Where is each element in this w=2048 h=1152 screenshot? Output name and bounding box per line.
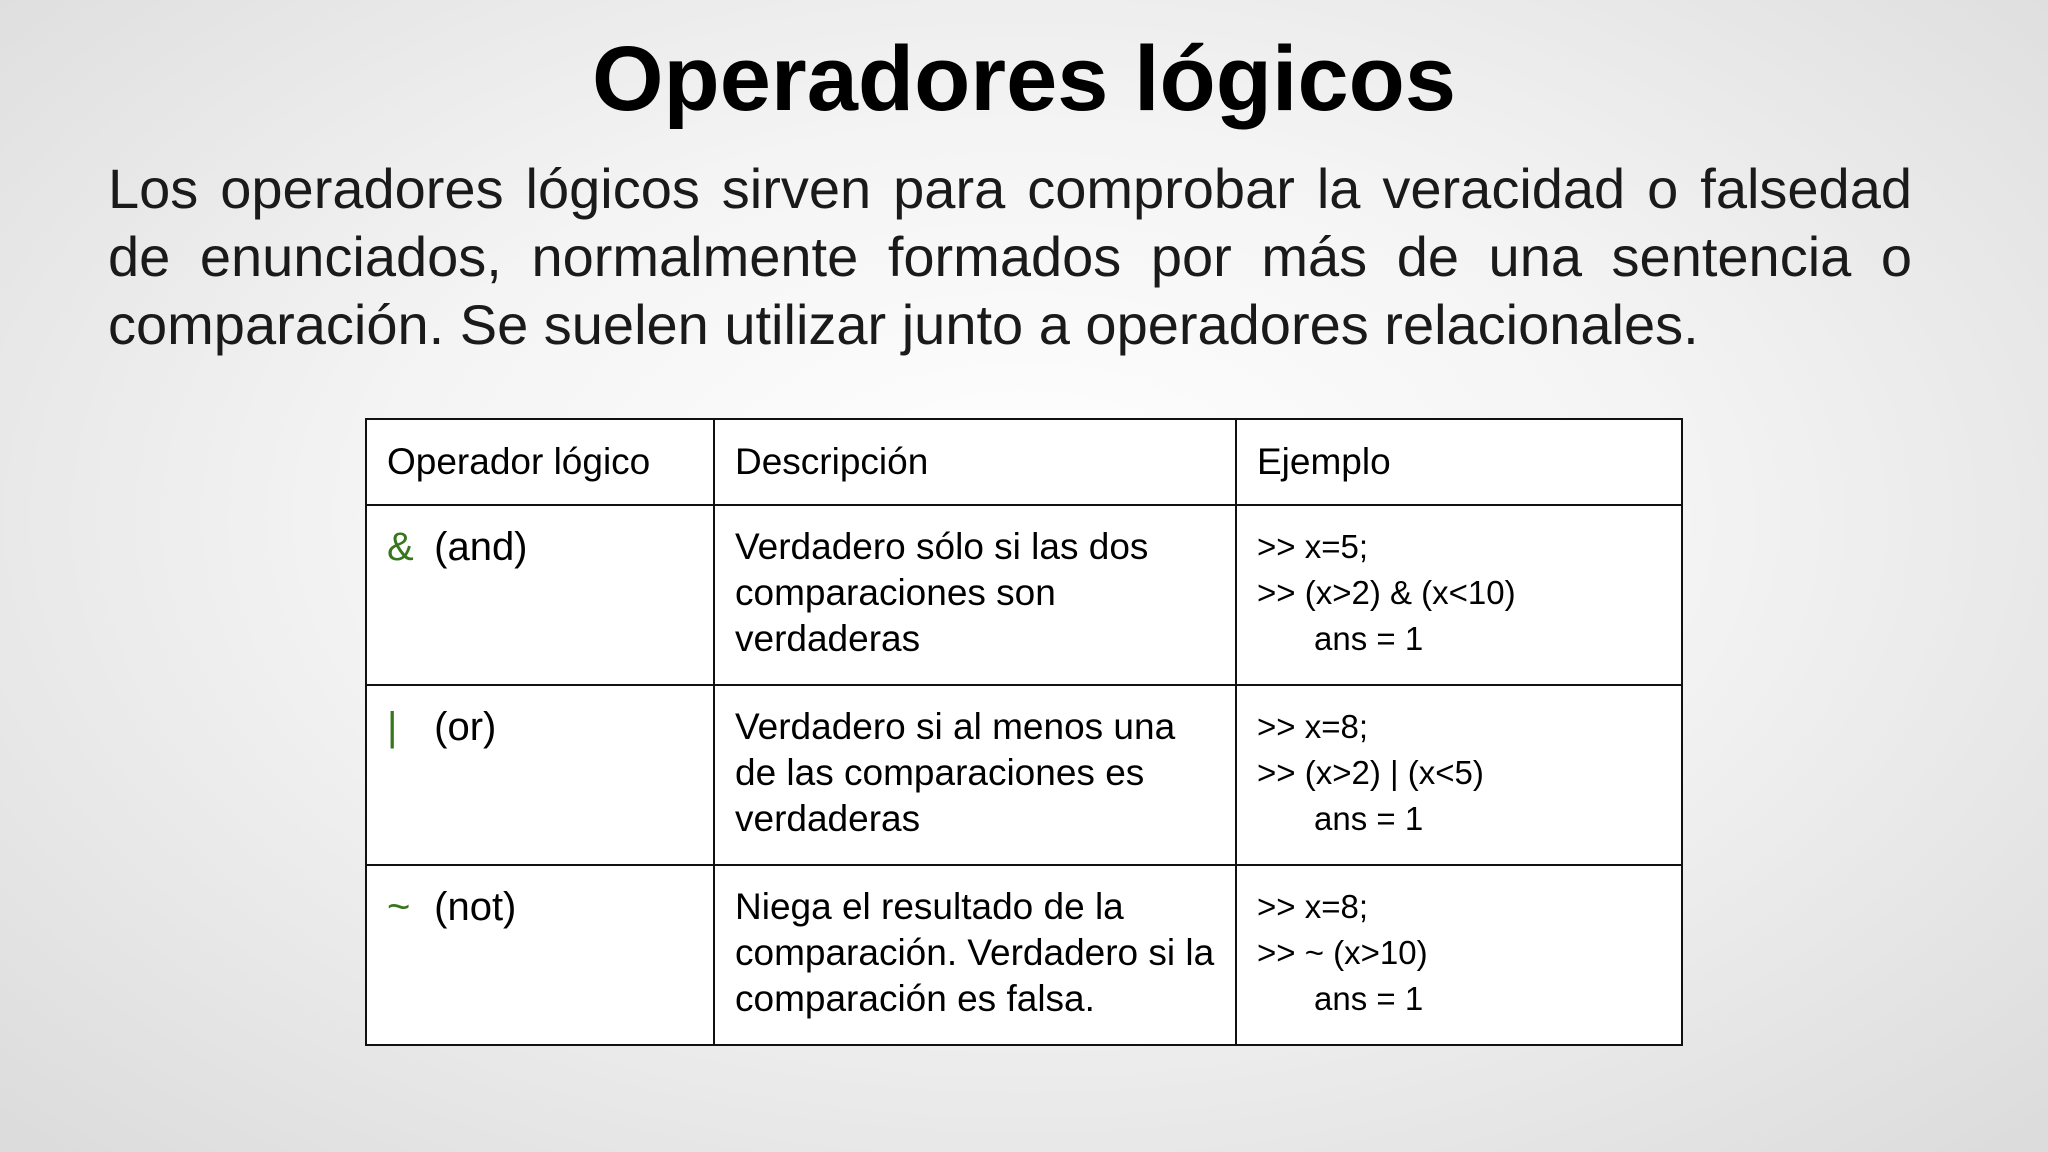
example-line: >> x=8;: [1257, 708, 1369, 745]
operator-cell-or: [366, 685, 714, 865]
operator-cell-not: [366, 865, 714, 1045]
example-line: >> (x>2) & (x<10): [1257, 574, 1516, 611]
example-cell-and: [1236, 505, 1682, 685]
logical-operators-table: [365, 418, 1683, 1046]
operator-symbol-not: ~: [387, 885, 411, 929]
header-example: Ejemplo: [1236, 419, 1682, 505]
operator-name-and: (and): [434, 525, 528, 569]
header-description: Descripción: [714, 419, 1236, 505]
operator-name-not: (not): [434, 885, 517, 929]
page-title: Operadores lógicos: [591, 28, 1457, 130]
example-answer: ans = 1: [1314, 980, 1424, 1017]
table-row-and: [366, 505, 1682, 685]
example-answer: ans = 1: [1314, 620, 1424, 657]
operator-symbol-and: &: [387, 525, 414, 569]
example-line: >> (x>2) | (x<5): [1257, 754, 1484, 791]
example-line: >> ~ (x>10): [1257, 934, 1428, 971]
operator-name-or: (or): [434, 705, 497, 749]
operator-symbol-or: |: [387, 705, 398, 749]
example-line: >> x=5;: [1257, 528, 1369, 565]
example-cell-not: [1236, 865, 1682, 1045]
description-cell-or: Verdadero si al menos una de las comparaciones es verdaderas: [714, 685, 1236, 865]
header-operator: Operador lógico: [366, 419, 714, 505]
table-row-or: [366, 685, 1682, 865]
description-cell-and: Verdadero sólo si las dos comparaciones son verdaderas: [714, 505, 1236, 685]
example-cell-or: [1236, 685, 1682, 865]
table-header-row: [366, 419, 1682, 505]
table-row-not: [366, 865, 1682, 1045]
description-cell-not: Niega el resultado de la comparación. Verdadero si la comparación es falsa.: [714, 865, 1236, 1045]
operator-cell-and: [366, 505, 714, 685]
example-line: >> x=8;: [1257, 888, 1369, 925]
intro-paragraph: Los operadores lógicos sirven para comprobar la veracidad o falsedad de enunciados, normalmente formados por más de una sentencia o comparación. Se suelen utilizar junto a operadores relacionales.: [108, 157, 1912, 356]
example-answer: ans = 1: [1314, 800, 1424, 837]
